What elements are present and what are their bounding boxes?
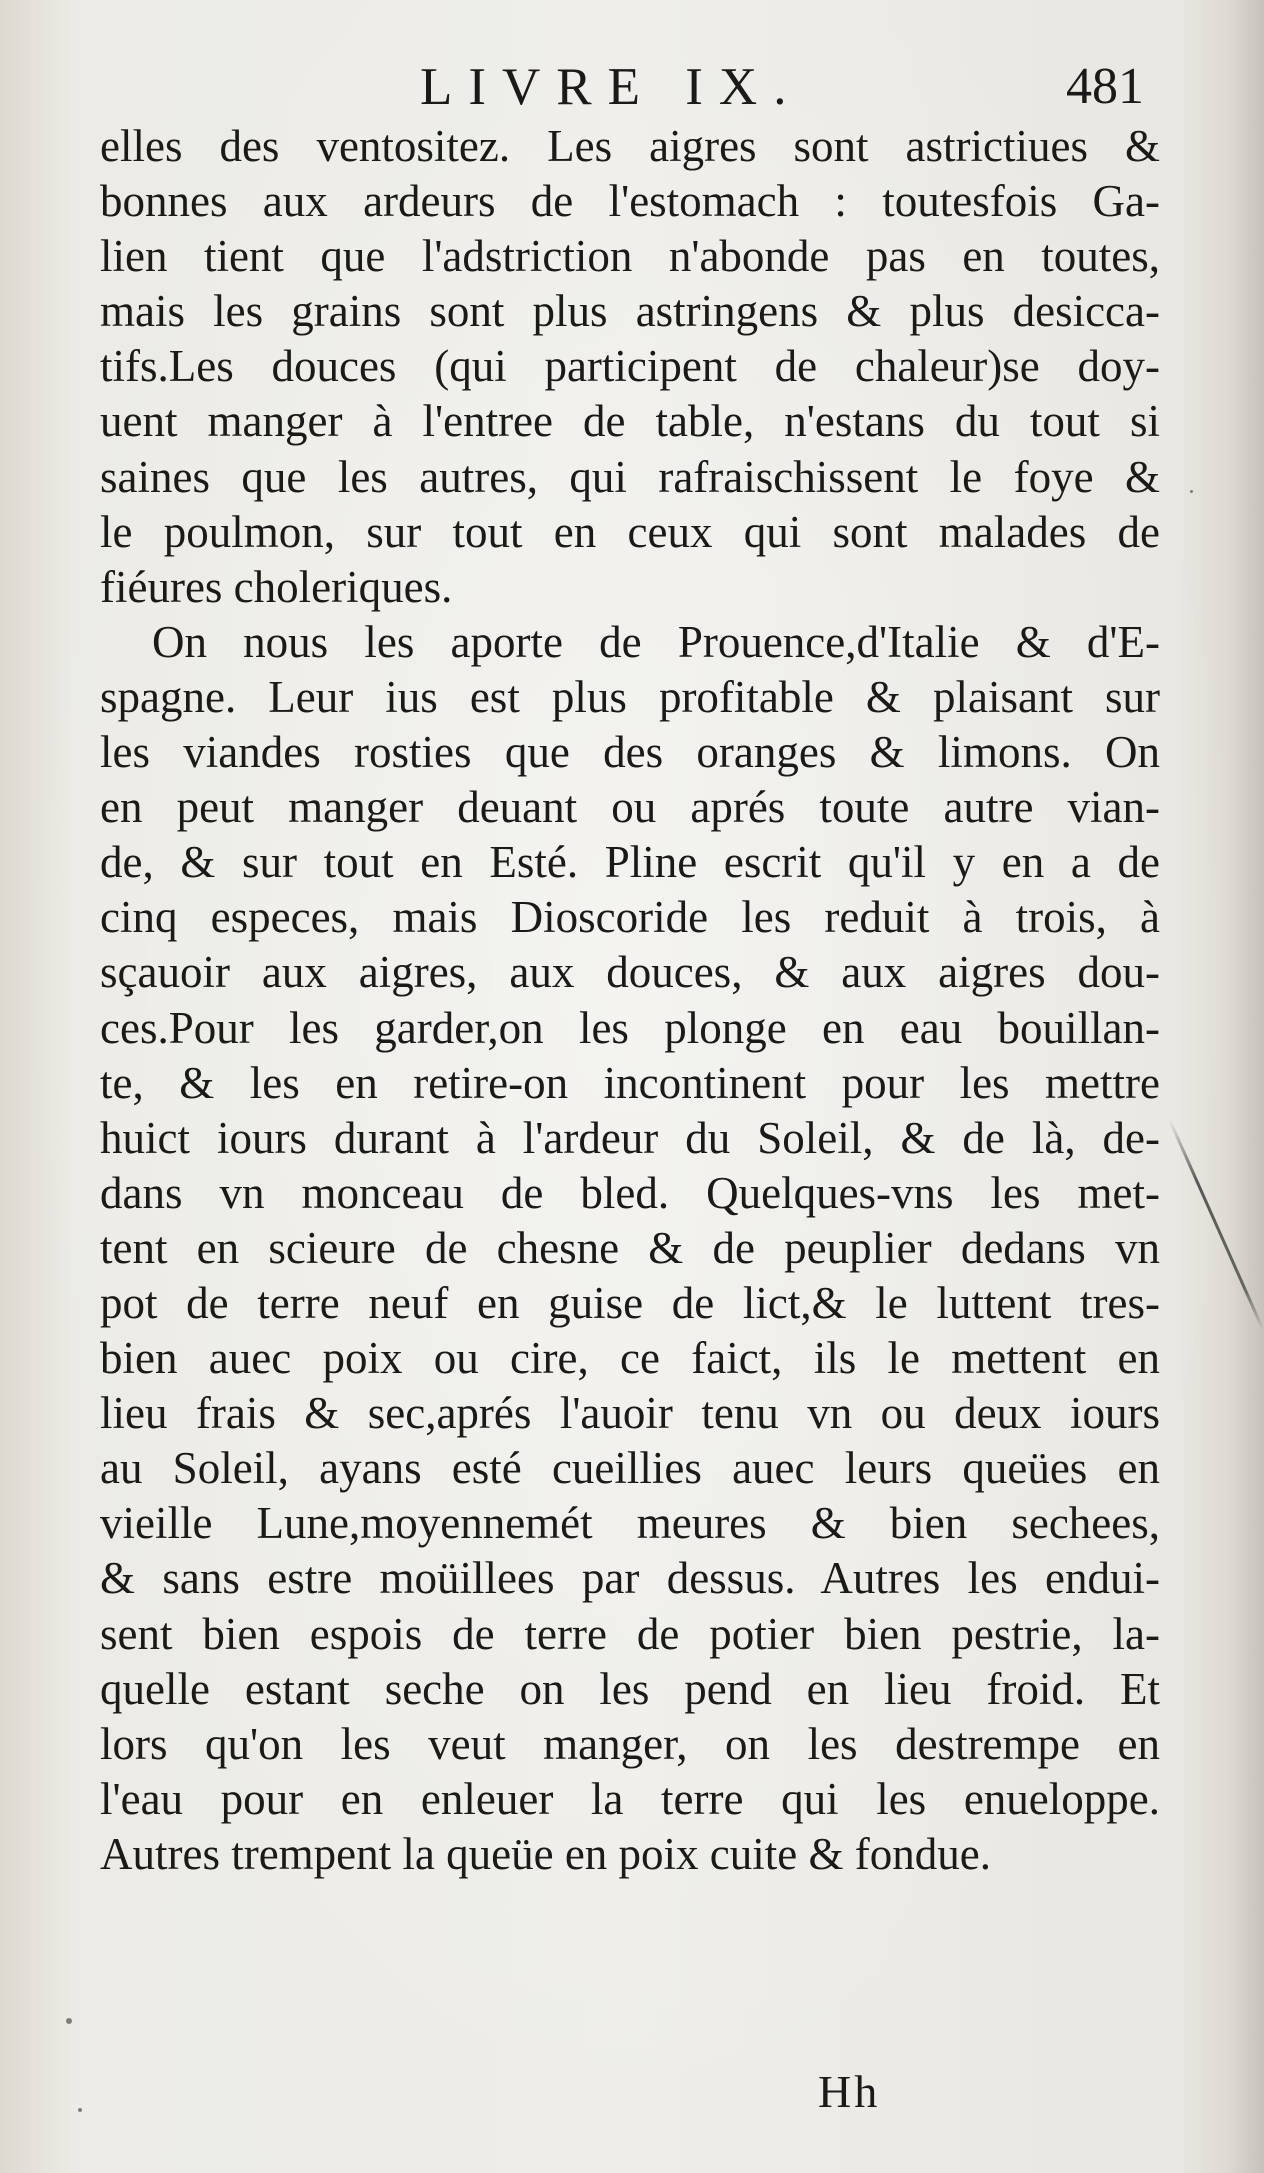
running-title: LIVRE IX.	[420, 58, 803, 116]
text-line: le poulmon, sur tout en ceux qui sont malades de	[100, 506, 1160, 557]
page-header	[0, 52, 1264, 122]
text-line: elles des ventositez. Les aigres sont astrictiues &	[100, 121, 1160, 171]
text-line: cinq especes, mais Dioscoride les reduit à trois, à	[100, 892, 1160, 943]
text-line: huict iours durant à l'ardeur du Soleil, & de là, de-	[100, 1112, 1160, 1163]
text-line: uent manger à l'entree de table, n'estans du tout si	[100, 396, 1160, 447]
text-line: pot de terre neuf en guise de lict,& le luttent tres-	[100, 1277, 1160, 1328]
paragraph-start-line: On nous les aporte de Prouence,d'Italie & d'E-	[152, 616, 1160, 667]
text-line: spagne. Leur ius est plus profitable & plaisant sur	[100, 671, 1160, 722]
page-edge-shadow	[1224, 0, 1264, 2173]
text-line: bonnes aux ardeurs de l'estomach : toutesfois Ga-	[100, 176, 1160, 227]
text-line: bien auec poix ou cire, ce faict, ils le mettent en	[100, 1333, 1160, 1384]
text-line: tifs.Les douces (qui participent de chaleur)se doy-	[100, 341, 1160, 392]
text-line: lien tient que l'adstriction n'abonde pas en toutes,	[100, 231, 1160, 282]
text-line: vieille Lune,moyennemét meures & bien sechees,	[100, 1498, 1160, 1549]
text-line: saines que les autres, qui rafraischissent le foye &	[100, 451, 1160, 502]
text-line: sent bien espois de terre de potier bien pestrie, la-	[100, 1608, 1160, 1659]
text-line: te, & les en retire-on incontinent pour les mettre	[100, 1057, 1160, 1108]
text-line: mais les grains sont plus astringens & plus desicca-	[100, 286, 1160, 337]
text-line: fiéures choleriques.	[100, 561, 453, 612]
text-line: lieu frais & sec,aprés l'auoir tenu vn ou deux iours	[100, 1388, 1160, 1439]
signature-mark: Hh	[818, 2066, 881, 2117]
text-line: dans vn monceau de bled. Quelques-vns les met-	[100, 1167, 1160, 1218]
text-line: lors qu'on les veut manger, on les destrempe en	[100, 1718, 1160, 1769]
text-line: les viandes rosties que des oranges & limons. On	[100, 727, 1160, 778]
ink-speck	[78, 2108, 82, 2112]
ink-speck	[1190, 490, 1193, 493]
text-line: ces.Pour les garder,on les plonge en eau bouillan-	[100, 1002, 1160, 1053]
page-number: 481	[1066, 58, 1144, 115]
text-line: Autres trempent la queüe en poix cuite & fondue.	[100, 1828, 991, 1879]
text-line: en peut manger deuant ou aprés toute autre vian-	[100, 782, 1160, 833]
body-text	[100, 119, 1160, 1882]
text-line: quelle estant seche on les pend en lieu froid. Et	[100, 1663, 1160, 1714]
text-line: l'eau pour en enleuer la terre qui les enueloppe.	[100, 1773, 1160, 1824]
text-line: sçauoir aux aigres, aux douces, & aux aigres dou-	[100, 947, 1160, 998]
text-line: de, & sur tout en Esté. Pline escrit qu'il y en a de	[100, 837, 1160, 888]
text-line: tent en scieure de chesne & de peuplier dedans vn	[100, 1222, 1160, 1273]
text-line: & sans estre moüillees par dessus. Autres les endui-	[100, 1553, 1160, 1604]
ink-speck	[66, 2018, 72, 2024]
text-line: au Soleil, ayans esté cueillies auec leurs queües en	[100, 1443, 1160, 1494]
